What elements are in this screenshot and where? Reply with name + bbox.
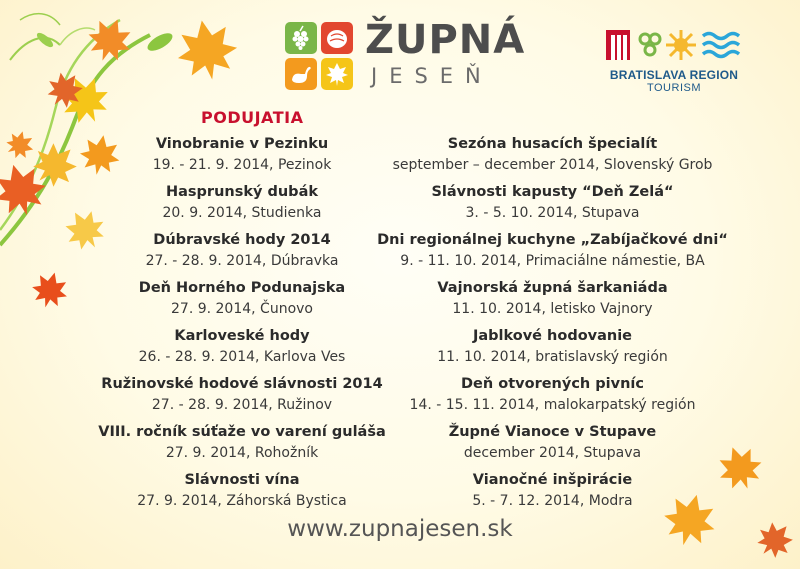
event-name: Ružinovské hodové slávnosti 2014: [101, 376, 383, 392]
list-item: [92, 421, 392, 469]
list-item: [375, 277, 730, 325]
event-name: Slávnosti vína: [184, 472, 300, 488]
event-info: 26. - 28. 9. 2014, Karlova Ves: [138, 349, 346, 365]
event-name: Karloveské hody: [174, 328, 310, 344]
list-item: [375, 181, 730, 229]
maple-leaf-icon: [321, 58, 353, 90]
event-info: 19. - 21. 9. 2014, Pezinok: [152, 157, 332, 173]
list-item: [92, 469, 392, 517]
list-item: [92, 181, 392, 229]
event-info: 27. 9. 2014, Čunovo: [171, 301, 313, 317]
event-name: Jablkové hodovanie: [472, 328, 633, 344]
list-item: [375, 229, 730, 277]
event-info: 27. 9. 2014, Rohožník: [165, 445, 319, 461]
list-item: [92, 373, 392, 421]
logo-subtitle: JESEŇ: [371, 64, 493, 88]
event-name: Župné Vianoce v Stupave: [448, 424, 657, 440]
event-name: Hasprunský dubák: [165, 184, 318, 200]
event-info: 14. - 15. 11. 2014, malokarpatský región: [409, 397, 696, 413]
event-info: 5. - 7. 12. 2014, Modra: [472, 493, 633, 509]
event-info: 9. - 11. 10. 2014, Primaciálne námestie, BA: [400, 253, 705, 269]
event-info: 20. 9. 2014, Studienka: [162, 205, 322, 221]
grapes-icon: [285, 22, 317, 54]
event-info: 27. 9. 2014, Záhorská Bystica: [137, 493, 347, 509]
list-item: [375, 421, 730, 469]
list-item: [92, 325, 392, 373]
partner-tagline: TOURISM: [646, 82, 702, 94]
logo-title: ŽUPNÁ: [365, 17, 526, 63]
event-name: Vajnorská župná šarkaniáda: [437, 280, 668, 296]
event-name: Slávnosti kapusty “Deň Zelá“: [431, 184, 674, 200]
event-info: 27. - 28. 9. 2014, Ružinov: [151, 397, 333, 413]
logo-wordmark: [365, 18, 525, 90]
events-list-right: [375, 133, 730, 517]
list-item: [92, 229, 392, 277]
event-name: Sezóna husacích špecialít: [447, 136, 658, 152]
list-item: [375, 325, 730, 373]
event-info: 3. - 5. 10. 2014, Stupava: [465, 205, 640, 221]
event-info: 27. - 28. 9. 2014, Dúbravka: [145, 253, 339, 269]
event-name: Deň Horného Podunajska: [138, 280, 346, 296]
list-item: [92, 277, 392, 325]
event-info: december 2014, Stupava: [463, 445, 642, 461]
cabbage-icon: [321, 22, 353, 54]
events-list-left: [92, 133, 392, 517]
goose-icon: [285, 58, 317, 90]
website-url: www.zupnajesen.sk: [287, 516, 513, 542]
bratislava-region-logo: [603, 26, 745, 98]
event-name: Vianočné inšpirácie: [472, 472, 633, 488]
bratislava-region-emblem-icon: [603, 26, 745, 66]
section-title: PODUJATIA: [201, 108, 304, 127]
list-item: [92, 133, 392, 181]
zupna-jesen-logo-icon: [285, 22, 355, 90]
partner-name: BRATISLAVA REGION: [609, 68, 739, 82]
event-name: Dni regionálnej kuchyne „Zabíjačkové dni“: [377, 232, 728, 248]
list-item: [375, 133, 730, 181]
list-item: [375, 373, 730, 421]
event-name: Vinobranie v Pezinku: [155, 136, 329, 152]
event-info: 11. 10. 2014, bratislavský región: [437, 349, 668, 365]
list-item: [375, 469, 730, 517]
event-info: september – december 2014, Slovenský Grob: [392, 157, 713, 173]
event-name: Dúbravské hody 2014: [153, 232, 331, 248]
event-name: VIII. ročník súťaže vo varení guláša: [98, 424, 386, 440]
event-name: Deň otvorených pivníc: [461, 376, 644, 392]
event-info: 11. 10. 2014, letisko Vajnory: [452, 301, 653, 317]
